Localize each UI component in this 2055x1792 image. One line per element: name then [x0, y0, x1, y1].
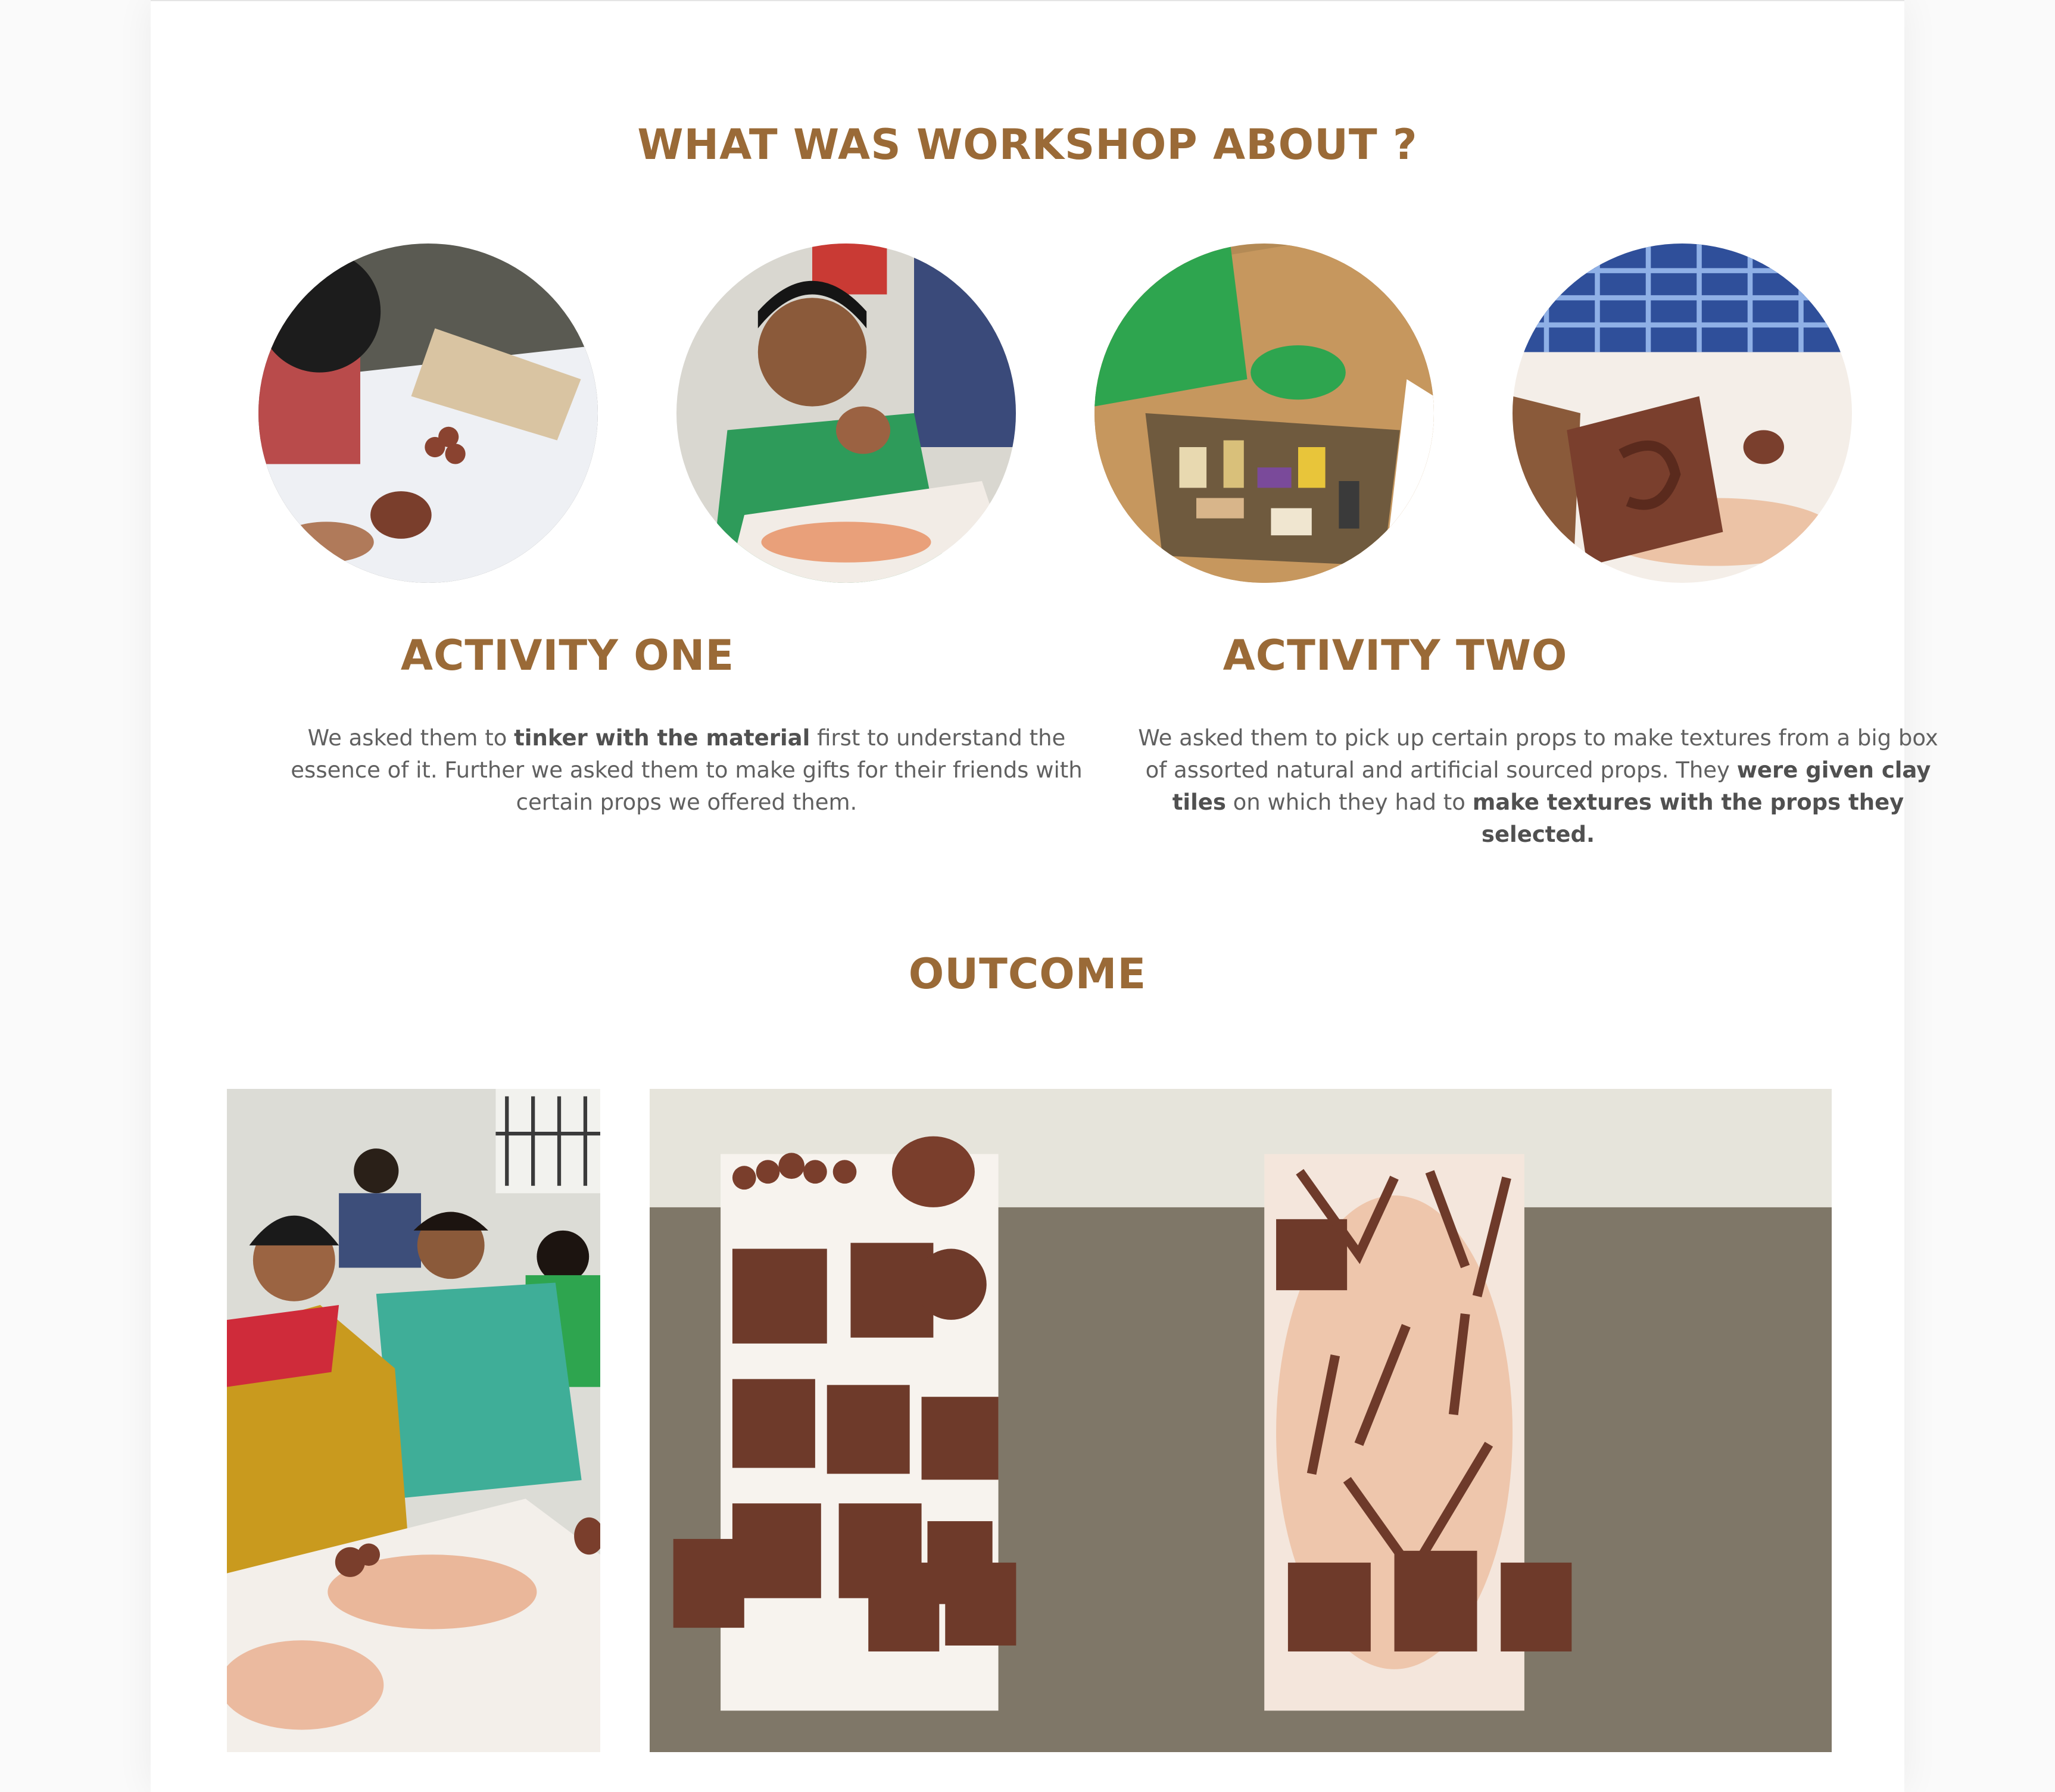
- activity-two-description: [1127, 722, 1949, 851]
- page-card: [151, 0, 1938, 1792]
- photo-child-clay-balls: [258, 243, 598, 583]
- photo-boy-molding-clay: [676, 243, 1016, 583]
- outcome-title: OUTCOME: [908, 950, 1147, 998]
- workshop-title: WHAT WAS WORKSHOP ABOUT ?: [637, 120, 1418, 169]
- activity-two-title: ACTIVITY TWO: [1223, 631, 1568, 680]
- photo-clay-tiles-outcome: [650, 1089, 1832, 1752]
- activity-one-text-part: first to understand the essence of it. Further we asked them to make gifts for their friends with certain props we offered them.: [291, 725, 1083, 815]
- photo-box-of-props: [1094, 243, 1434, 583]
- photo-clay-tile-texture: [1513, 243, 1852, 583]
- activity-two-text-emphasis: make textures with the props they selected.: [1472, 789, 1904, 847]
- activity-one-text-emphasis: tinker with the material: [514, 725, 810, 751]
- activity-two-text-emphasis: were given clay tiles: [1172, 757, 1931, 815]
- activity-two-text-part: We asked them to pick up certain props to make textures from a big box of assorted natural and artificial sourced props. They: [1138, 725, 1938, 783]
- activity-one-text-part: We asked them to: [307, 725, 514, 751]
- activity-one-title: ACTIVITY ONE: [400, 631, 735, 680]
- activity-two-text-part: on which they had to: [1225, 789, 1473, 815]
- photo-students-at-table: [227, 1089, 600, 1752]
- activity-one-description: [282, 722, 1092, 819]
